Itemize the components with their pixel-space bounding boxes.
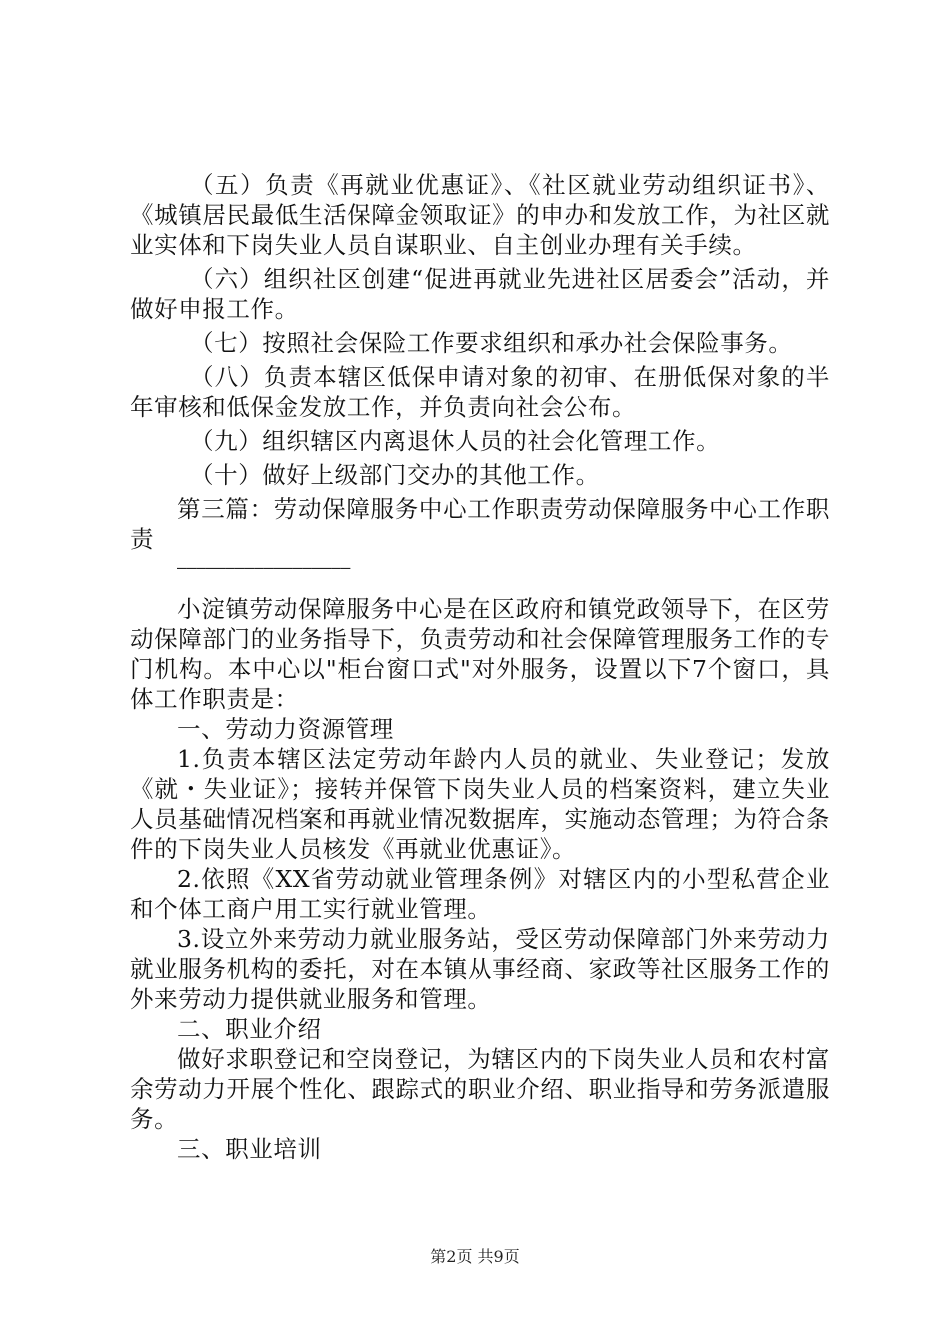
separator-line: —————————————————— [177, 558, 351, 577]
page-number: 第2页 共9页 [430, 1247, 520, 1266]
paragraph-item-8: （八）负责本辖区低保申请对象的初审、在册低保对象的半年审核和低保金发放工作，并负责向社会公布。 [130, 363, 830, 421]
job-referral-paragraph: 做好求职登记和空岗登记，为辖区内的下岗失业人员和农村富余劳动力开展个性化、跟踪式的职业介绍、职业指导和劳务派遣服务。 [130, 1045, 830, 1133]
subheading-labor-resources: 一、劳动力资源管理 [177, 715, 394, 743]
paragraph-item-5: （五）负责《再就业优惠证》、《社区就业劳动组织证书》、《城镇居民最低生活保障金领取证》的申办和发放工作，为社区就业实体和下岗失业人员自谋职业、自主创业办理有关手续。 [130, 171, 830, 259]
list-item-3: 3.设立外来劳动力就业服务站，受区劳动保障部门外来劳动力就业服务机构的委托，对在本镇从事经商、家政等社区服务工作的外来劳动力提供就业服务和管理。 [130, 925, 830, 1013]
list-item-1: 1.负责本辖区法定劳动年龄内人员的就业、失业登记；发放《就・失业证》；接转并保管下岗失业人员的档案资料，建立失业人员基础情况档案和再就业情况数据库，实施动态管理；为符合条件的下岗失业人员核发《再就业优惠证》。 [130, 745, 830, 863]
subheading-job-referral: 二、职业介绍 [177, 1015, 322, 1043]
section-heading: 第三篇：劳动保障服务中心工作职责劳动保障服务中心工作职责 [130, 495, 830, 553]
intro-paragraph: 小淀镇劳动保障服务中心是在区政府和镇党政领导下，在区劳动保障部门的业务指导下，负责劳动和社会保障管理服务工作的专门机构。本中心以"柜台窗口式"对外服务，设置以下7个窗口，具体工作职责是： [130, 595, 830, 713]
subheading-vocational-training: 三、职业培训 [177, 1135, 322, 1163]
document-body [130, 170, 830, 1164]
paragraph-item-6: （六）组织社区创建“促进再就业先进社区居委会”活动，并做好申报工作。 [130, 265, 830, 323]
list-item-2: 2.依照《XX省劳动就业管理条例》对辖区内的小型私营企业和个体工商户用工实行就业管理。 [130, 865, 830, 923]
paragraph-item-7: （七）按照社会保险工作要求组织和承办社会保险事务。 [190, 329, 793, 357]
paragraph-item-9: （九）组织辖区内离退休人员的社会化管理工作。 [190, 427, 721, 455]
paragraph-item-10: （十）做好上级部门交办的其他工作。 [190, 461, 600, 489]
